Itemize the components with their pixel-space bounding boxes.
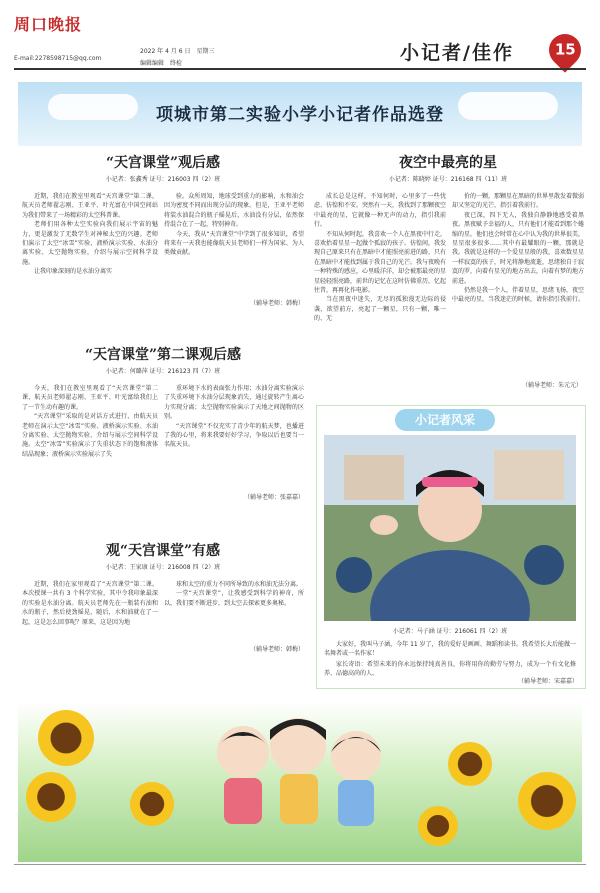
article-column — [452, 192, 584, 372]
article-column — [164, 192, 304, 300]
paragraph: 夜已深，四下无人，我独自静静地感受着黑夜。黑夜赋予幸福的人，只有他们才能看到那个蜷缩的星，他们也会时常在心中认为我的世界很美，星星很多很多……其中有最耀眼的一颗，那就是我。我就是这样的一个爱星星般的我，喜欢数星星一样寂寞的孩子，时光将静地流逝，思绪独自于寂寞的罗，向着有星光的地方出去，向着有梦的地方前进。 — [452, 211, 584, 285]
paragraph: 近期，我们在家里观看了“天宫课堂”第二课。本次授课一共有 3 个科学实验，其中令我印象最深的实验是水油分离。航天员老师先在一瓶装有油和水的瓶子，然后使劲摇晃，随后，水和油就在了一起，这是怎么回事呢？原来，这是因为地 — [22, 581, 158, 626]
student-photo — [324, 435, 576, 621]
page-title: 项城市第二实验小学小记者作品选登 — [156, 105, 444, 125]
profile-caption: 小记者：马子涵 证号：216061 四（2）班 — [392, 628, 508, 635]
paragraph: 今天，我从“天宫课堂”中学到了很多知识，希望将来有一天我也能像航天员老师们一样为国家、为人类做贡献。 — [164, 230, 304, 257]
paragraph: 成长总是这样，不知何时，心里多了一些忧虑、彷徨和不安。突然有一天，我找到了那颗夜空中最亮的星，它就像一种无声的动力，指引我前行。 — [314, 193, 446, 229]
header-editor: 编辑编辑 终检 — [140, 60, 183, 67]
sunflower-icon — [26, 772, 76, 822]
profile-mentor: （辅导老师：宋嘉嘉） — [517, 678, 578, 685]
article-column — [164, 384, 304, 484]
article-column — [314, 192, 446, 400]
paragraph: “天宫课堂”不仅充实了青少年的航天梦，也播进了我的心里，将来我要好好学习，争取以后也要当一名航天员。 — [164, 422, 304, 449]
article-byline: 小记者：陈晓婷 证号：216168 四（11）班 — [388, 176, 508, 183]
sunflower-icon — [130, 782, 174, 826]
paragraph: 仍然是我一个人，伴着星星，思绪飞扬，夜空中最亮的星，当我迷茫的时候，请你指引我前行。 — [452, 287, 584, 304]
section-title: 小记者/佳作 — [400, 42, 514, 64]
profile-intro — [324, 640, 576, 660]
article-mentor: （辅导老师：朱元元） — [521, 382, 582, 389]
header-email: E-mail:2278598715@qq.com — [14, 55, 102, 62]
article-title: 夜空中最亮的星 — [399, 155, 497, 171]
paragraph: 当在黑夜中迷失，无尽的孤独漫无边际的侵袭，欲望前方，亮起了一颗星，只有一颗，唯一的、无 — [314, 296, 446, 323]
article-column — [22, 192, 158, 312]
student-photo-illustration — [324, 435, 576, 621]
article-title: “天宫课堂”第二课观后感 — [84, 347, 242, 363]
article-mentor: （辅导老师：张嘉嘉） — [243, 494, 304, 501]
article-byline: 小记者：何璐萍 证号：216123 四（7）班 — [105, 368, 221, 375]
sunflower-icon — [38, 710, 94, 766]
paragraph: 价的一颗，那颗星在黑暗的世界里散发着微弱却又坚定的光芒，指引着我前行。 — [452, 193, 584, 210]
article-column — [22, 384, 158, 504]
paragraph: 老师们用各种太空实验向我们展示宇宙的魅力，更是激发了无数学生对神秘太空的兴趣。老师们演示了太空“冰雪”实验、液桥演示实验、水油分离实验、太空抛物实验，介绍与展示空间科学设施。 — [22, 221, 158, 266]
article-title: “天宫课堂”观后感 — [105, 155, 221, 171]
header-date: 2022 年 4 月 6 日 星期三 — [140, 48, 215, 55]
article-title: 观“天宫课堂”有感 — [105, 543, 221, 559]
article-byline: 小记者：王家康 证号：216008 四（2）班 — [105, 564, 221, 571]
article-mentor: （辅导老师：韩梅） — [249, 300, 304, 307]
paragraph: “天宫课堂”采取的是对话方式进行，由航天员老师在演示太空“冰雪”实验、液桥演示实验、水油分离实验、太空抛物实验、介绍与展示空间科学设施。太空“冰雪”实验演示了失重状态下的饱和液体结晶现象；液桥演示实验展示了失 — [22, 413, 158, 458]
article-byline: 小记者：张鑫秀 证号：216003 四（2）班 — [105, 176, 221, 183]
article-column — [22, 580, 158, 670]
meadow-illustration — [18, 702, 582, 862]
profile-label: 小记者风采 — [395, 409, 495, 431]
footer-divider — [14, 864, 586, 865]
paragraph: 一堂“天宫课堂”，让我感受到科学的神奇，所以，我们要不断进步，到太空去探索更多奥秘。 — [164, 590, 304, 607]
paragraph: 不知从何时起，我喜欢一个人在黑夜中行走，喜欢抬着星星一起做个孤寂的孩子。彷徨间，我发现自己原来只有在黑暗中才能照亮前进的路，只有在黑暗中才能找到属于我自己的光芒。我与夜晚有一种特殊的感应，心里暖洋洋，却会被那最亮的星星轻轻照亮路，前世的记忆在这时仿佛重历，忆起往昔，再再化作电影。 — [314, 230, 446, 295]
article-mentor: （辅导老师：韩梅） — [249, 646, 304, 653]
article-column — [164, 580, 304, 644]
cartoon-children-illustration — [198, 712, 398, 852]
paragraph: 家长寄语：希望未来的你永远保持纯真善良，你将用你的勤劳与努力，成为一个有文化修养、品德高尚的人。 — [324, 661, 576, 678]
newspaper-logo: 周口晚报 — [14, 15, 83, 34]
page-number-badge — [542, 27, 587, 72]
paragraph: 近期，我们在教室里观看“天宫课堂”第二课，航天员老师翟志刚、王亚平、叶光富在中国空间站为我们带来了一场精彩的太空科普课。 — [22, 193, 158, 219]
sunflower-icon — [418, 806, 458, 846]
sunflower-icon — [448, 742, 492, 786]
paragraph: 大家好，我叫马子涵，今年 11 岁了，我的爱好是画画、舞蹈和读书。我希望长大后能做一名舞者或一名作家！ — [324, 641, 576, 658]
paragraph: 让我印象深刻的是水油分离实 — [34, 268, 113, 276]
paragraph: 球和太空的重力不同所导致的水和油无法分离。 — [176, 581, 303, 588]
header-divider — [14, 68, 586, 70]
paragraph: 今天，我们在教室里观看了“天宫课堂”第二课，航天员老师翟志刚、王亚平、叶光富给我们上了一节生动有趣的课。 — [22, 385, 158, 411]
page-number: 15 — [554, 41, 576, 59]
paragraph: 验。众所周知，地球受到重力的影响，水和油会因为密度不同而出现分层的现象。但是，王亚平老师将装水油混合的瓶子摇晃后，水油没有分层，依然保持混合在了一起，特别神奇。 — [164, 193, 304, 229]
paragraph: 重环境下水的表面张力作用；水油分离实验演示了失重环境下水油分层现象消失，通过旋转产生离心力实现分离；太空抛物实验演示了天地之间抛物的区别。 — [164, 385, 304, 421]
sunflower-icon — [518, 772, 576, 830]
